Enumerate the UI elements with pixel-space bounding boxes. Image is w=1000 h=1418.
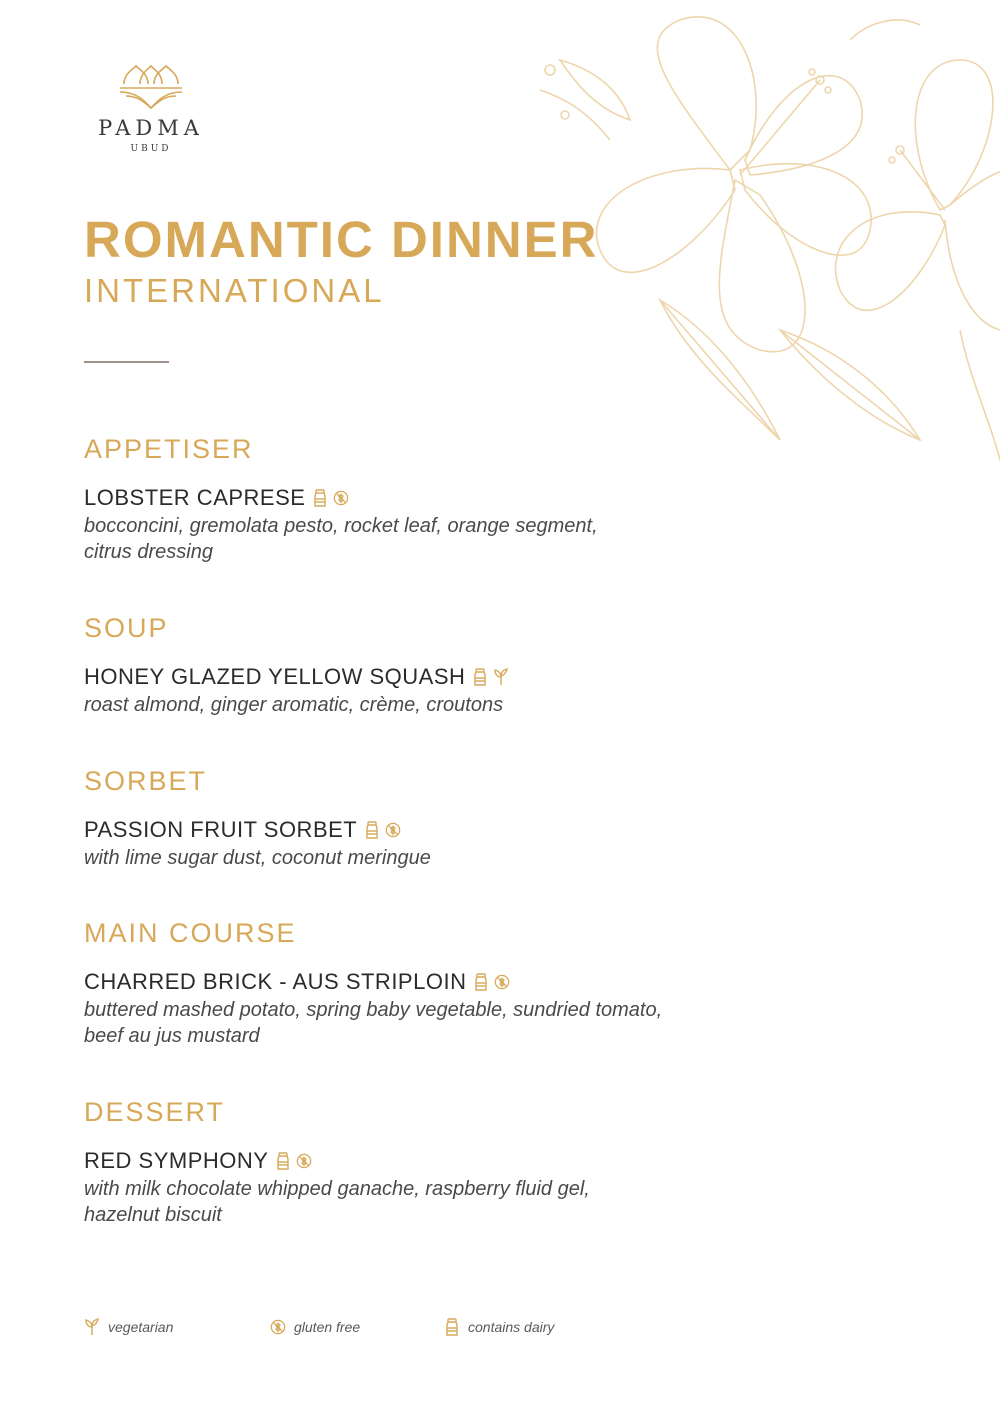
section-title: SOUP: [84, 613, 169, 643]
description-line: buttered mashed potato, spring baby vegetable, sundried tomato,: [84, 999, 663, 1021]
dish-description: [84, 692, 804, 718]
description-line: citrus dressing: [84, 541, 213, 563]
description-line: with milk chocolate whipped ganache, raspberry fluid gel,: [84, 1178, 590, 1200]
dish-name: LOBSTER CAPRESE: [84, 485, 306, 510]
menu-subtitle: INTERNATIONAL: [84, 272, 385, 309]
gluten-free-icon: [270, 1318, 286, 1336]
vegetarian-icon: [84, 1318, 100, 1336]
legend-label: gluten free: [294, 1319, 361, 1335]
menu-section: [84, 613, 804, 718]
dairy-icon: [364, 821, 380, 839]
description-line: bocconcini, gremolata pesto, rocket leaf, orange segment,: [84, 515, 598, 537]
dietary-legend: [84, 1318, 644, 1336]
section-title: MAIN COURSE: [84, 918, 297, 948]
legend-label: vegetarian: [108, 1319, 174, 1335]
gluten-free-icon: [296, 1152, 312, 1170]
dish-name: PASSION FRUIT SORBET: [84, 817, 358, 842]
dairy-icon: [472, 668, 488, 686]
brand-location: UBUD: [130, 144, 172, 154]
section-title: APPETISER: [84, 434, 254, 464]
dish-name: RED SYMPHONY: [84, 1148, 269, 1173]
dish-row: [84, 485, 804, 511]
dairy-icon: [444, 1318, 460, 1336]
dish-name: HONEY GLAZED YELLOW SQUASH: [84, 664, 466, 689]
dairy-icon: [312, 489, 328, 507]
dish-name: CHARRED BRICK - AUS STRIPLOIN: [84, 969, 467, 994]
dish-row: [84, 664, 804, 690]
brand-logo: [86, 62, 216, 154]
dish-row: [84, 969, 804, 995]
section-title: DESSERT: [84, 1097, 226, 1127]
menu-section: [84, 918, 804, 1049]
dish-dietary-icons: [359, 821, 401, 839]
menu-title: ROMANTIC DINNER: [84, 211, 599, 268]
dish-description: [84, 513, 804, 565]
legend-label: contains dairy: [468, 1319, 555, 1335]
section-title: SORBET: [84, 766, 208, 796]
description-line: roast almond, ginger aromatic, crème, croutons: [84, 694, 504, 716]
gluten-free-icon: [333, 489, 349, 507]
legend-item: [444, 1318, 644, 1336]
gluten-free-icon: [385, 821, 401, 839]
dish-dietary-icons: [270, 1152, 312, 1170]
vegetarian-icon: [493, 668, 509, 686]
menu-section: [84, 1097, 804, 1228]
description-line: with lime sugar dust, coconut meringue: [84, 847, 431, 869]
hibiscus-flower-left: [597, 17, 872, 352]
dish-dietary-icons: [467, 668, 509, 686]
brand-name: PADMA: [98, 116, 204, 140]
dairy-icon: [473, 973, 489, 991]
dairy-icon: [275, 1152, 291, 1170]
description-line: hazelnut biscuit: [84, 1204, 222, 1226]
dish-row: [84, 1148, 804, 1174]
dish-row: [84, 817, 804, 843]
dish-dietary-icons: [307, 489, 349, 507]
dish-description: [84, 997, 804, 1049]
leaves: [540, 20, 1000, 460]
lotus-logo-icon: [116, 62, 186, 110]
gluten-free-icon: [494, 973, 510, 991]
title-divider: [84, 361, 169, 363]
legend-item: [270, 1318, 444, 1336]
description-line: beef au jus mustard: [84, 1025, 260, 1047]
dish-description: [84, 1176, 804, 1228]
menu-section: [84, 766, 804, 871]
dish-description: [84, 845, 804, 871]
menu-section: [84, 434, 804, 565]
legend-item: [84, 1318, 270, 1336]
dish-dietary-icons: [468, 973, 510, 991]
